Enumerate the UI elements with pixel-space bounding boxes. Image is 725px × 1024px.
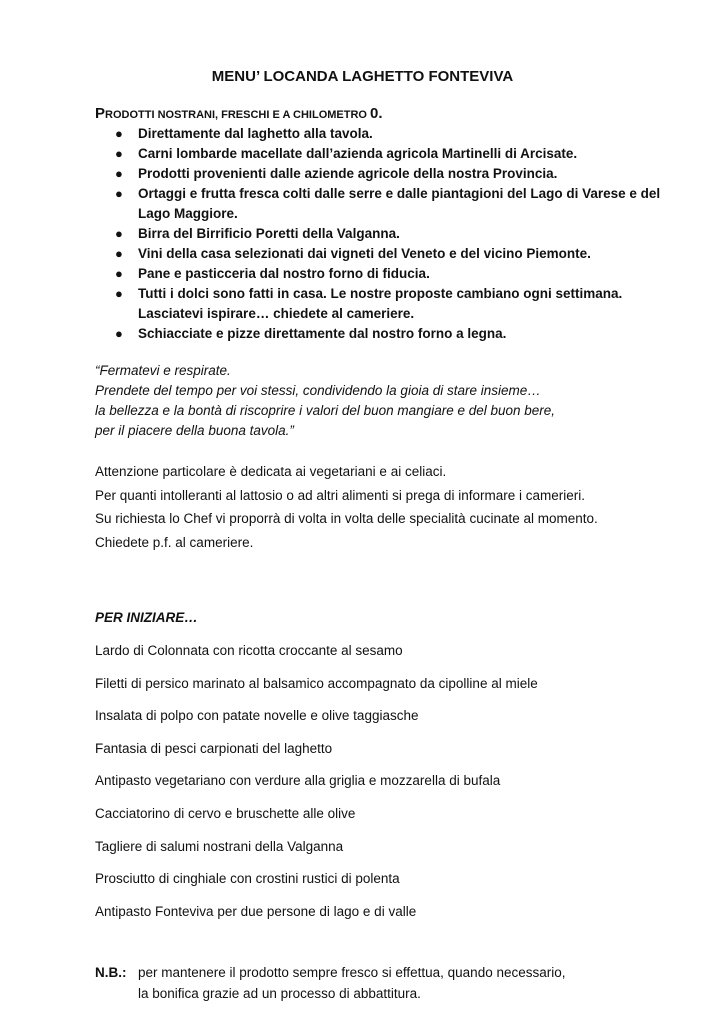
dish-item: Filetti di persico marinato al balsamico accompagnato da cipolline al miele [95,675,538,691]
products-bullet-list [95,124,695,344]
bullet-item: ● Vini della casa selezionati dai vigneti del Veneto e del vicino Piemonte. [95,244,695,264]
subtitle-small-caps: RODOTTI NOSTRANI, FRESCHI E A CHILOMETRO [105,109,371,121]
bullet-dot-icon: ● [115,266,123,281]
note-line: Attenzione particolare è dedicata ai vegetariani e ai celiaci. [95,464,447,479]
quote-line: per il piacere della buona tavola.” [95,423,294,438]
bullet-dot-icon: ● [115,166,123,181]
bullet-item: ● Birra del Birrificio Poretti della Valganna. [95,224,695,244]
nb-line: per mantenere il prodotto sempre fresco si effettua, quando necessario, [138,965,566,980]
dish-item: Insalata di polpo con patate novelle e olive taggiasche [95,708,419,724]
welcome-quote [95,361,695,441]
subtitle-ending: 0. [370,105,383,122]
quote-line: la bellezza e la bontà di riscoprire i valori del buon mangiare e del buon bere, [95,403,556,418]
bullet-dot-icon: ● [115,146,123,161]
bullet-item: ● Carni lombarde macellate dall’azienda agricola Martinelli di Arcisate. [95,144,695,164]
dietary-notes [95,460,715,554]
note-line: Su richiesta lo Chef vi proporrà di volta in volta delle specialità cucinate al momento. [95,511,598,526]
menu-title: MENU’ LOCANDA LAGHETTO FONTEVIVA [211,68,514,85]
bullet-item: ● Pane e pasticceria dal nostro forno di fiducia. [95,264,695,284]
nb-line: la bonifica grazie ad un processo di abbattitura. [138,986,421,1001]
bullet-item: ● Schiacciate e pizze direttamente dal nostro forno a legna. [95,324,695,344]
bullet-item: ● Direttamente dal laghetto alla tavola. [95,124,695,144]
note-line: Per quanti intolleranti al lattosio o ad altri alimenti si prega di informare i camerieri. [95,487,585,503]
bullet-dot-icon: ● [115,246,123,261]
bullet-item: ● Tutti i dolci sono fatti in casa. Le nostre proposte cambiano ogni settimana. Lasciatevi ispirare… chiedete al cameriere. [115,286,623,321]
dish-item: Tagliere di salumi nostrani della Valganna [95,838,344,854]
bullet-dot-icon: ● [115,326,123,341]
dish-item: Fantasia di pesci carpionati del laghetto [95,740,333,756]
bullet-item: ● Prodotti provenienti dalle aziende agricole della nostra Provincia. [95,164,695,184]
starters-list [95,641,715,934]
nb-text [138,962,708,1004]
dish-item: Antipasto Fonteviva per due persone di lago e di valle [95,903,417,919]
bullet-dot-icon: ● [115,286,123,301]
dish-item: Cacciatorino di cervo e bruschette alle olive [95,805,356,821]
nb-label: N.B.: [95,965,127,980]
subtitle-initial: P [95,105,106,122]
bullet-dot-icon: ● [115,226,123,241]
quote-line: “Fermatevi e respirate. [95,363,231,378]
dish-item: Antipasto vegetariano con verdure alla griglia e mozzarella di bufala [95,773,501,789]
section-title-starters: PER INIZIARE… [95,610,198,625]
bullet-dot-icon: ● [115,126,123,141]
dish-item: Prosciutto di cinghiale con crostini rustici di polenta [95,871,400,887]
note-line: Chiedete p.f. al cameriere. [95,534,254,550]
quote-line: Prendete del tempo per voi stessi, condividendo la gioia di stare insieme… [95,383,541,398]
bullet-dot-icon: ● [115,186,123,201]
bullet-item: ● Ortaggi e frutta fresca colti dalle serre e dalle piantagioni del Lago di Varese e del Lago Maggiore. [115,186,661,221]
dish-item: Lardo di Colonnata con ricotta croccante al sesamo [95,643,403,658]
menu-subtitle [95,105,383,124]
